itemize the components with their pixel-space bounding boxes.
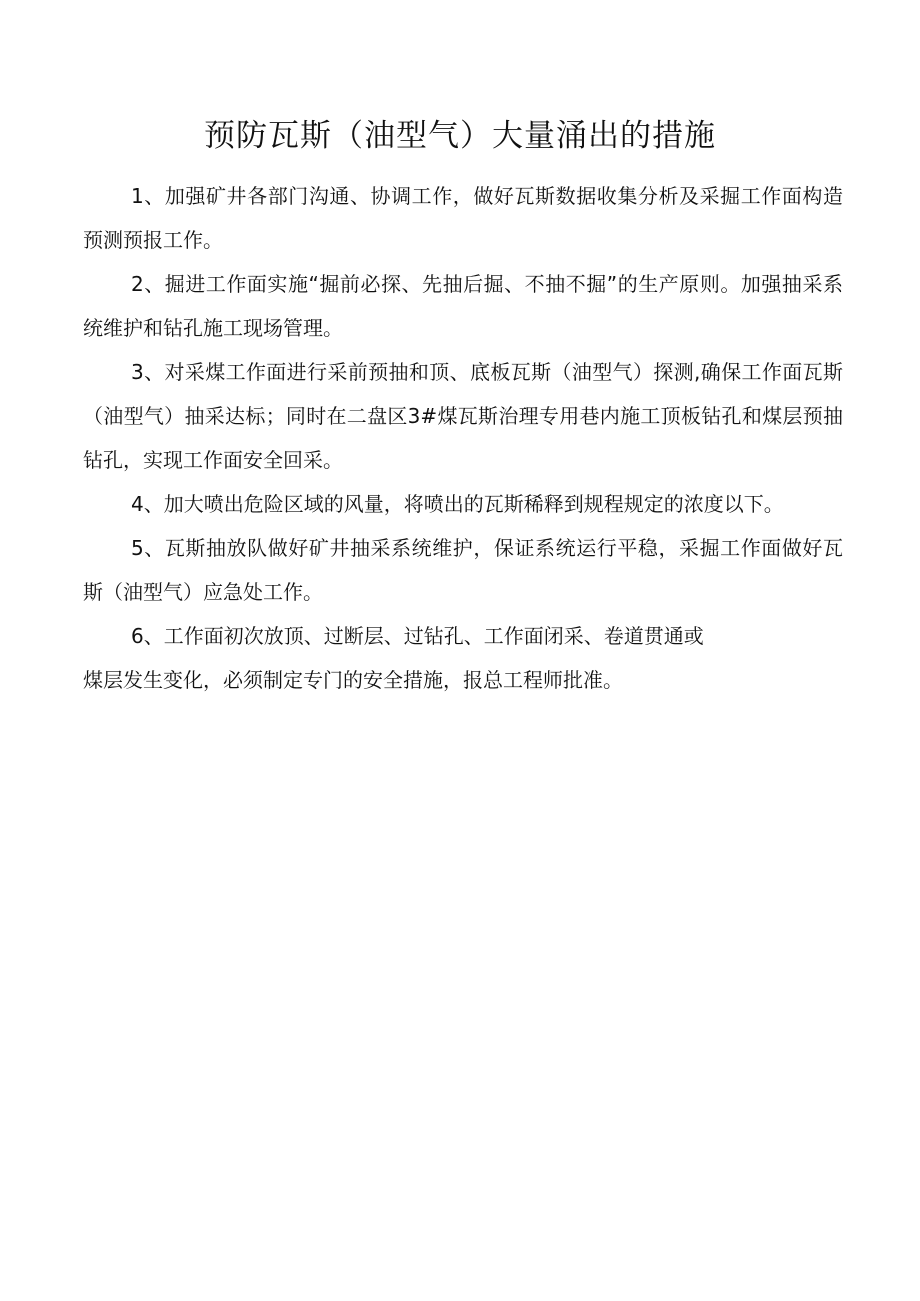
paragraph-3: 3、对采煤工作面进行采前预抽和顶、底板瓦斯（油型气）探测,确保工作面瓦斯（油型气）抽采达标；同时在二盘区3#煤瓦斯治理专用巷内施工顶板钻孔和煤层预抽钻孔，实现工作面安全回采。 <box>83 360 843 472</box>
paragraph-4: 4、加大喷出危险区域的风量，将喷出的瓦斯稀释到规程规定的浓度以下。 <box>131 492 784 516</box>
paragraph-5: 5、瓦斯抽放队做好矿井抽采系统维护，保证系统运行平稳，采掘工作面做好瓦斯（油型气）应急处工作。 <box>83 536 843 604</box>
paragraph-6: 6、工作面初次放顶、过断层、过钻孔、工作面闭采、卷道贯通或 <box>131 624 704 648</box>
paragraph-6-continuation: 煤层发生变化，必须制定专门的安全措施，报总工程师批准。 <box>83 668 623 692</box>
document-body <box>83 174 843 702</box>
document-title: 预防瓦斯（油型气）大量涌出的措施 <box>204 118 716 154</box>
paragraph-2: 2、掘进工作面实施“掘前必探、先抽后掘、不抽不掘”的生产原则。加强抽采系统维护和钻孔施工现场管理。 <box>83 272 843 340</box>
paragraph-1: 1、加强矿井各部门沟通、协调工作，做好瓦斯数据收集分析及采掘工作面构造预测预报工作。 <box>83 184 843 252</box>
